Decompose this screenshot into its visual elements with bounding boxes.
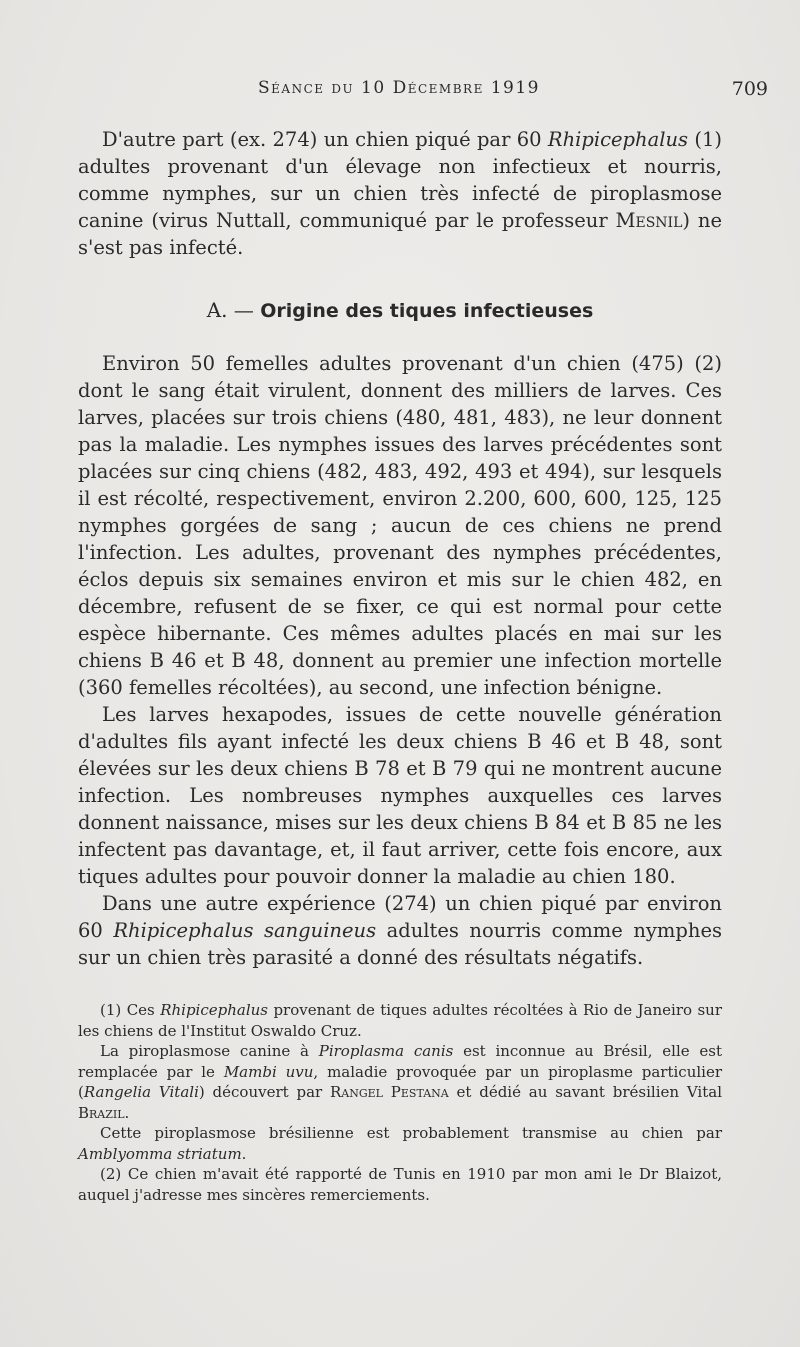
species-name: Amblyomma striatum bbox=[78, 1144, 242, 1163]
author-name: Rangel Pestana bbox=[330, 1083, 449, 1101]
text-run: Cette piroplasmose brésilienne est probablement transmise au chien par bbox=[100, 1124, 722, 1142]
text-run: , maladie provoquée par un piroplasme particulier ( bbox=[78, 1062, 723, 1101]
text-run: ) ne s'est pas infecté. bbox=[78, 209, 722, 259]
text-run: adultes nourris comme nymphes sur un chien très parasité a donné des résultats négatifs. bbox=[78, 919, 723, 969]
author-name: Brazil bbox=[78, 1103, 125, 1122]
text-run: (1) adultes provenant d'un élevage non infectieux et nourris, comme nymphes, sur un chien très infecté de piroplasmose canine (virus Nuttall, communiqué par le professeur bbox=[78, 128, 722, 232]
running-head: Séance du 10 Décembre 1919 bbox=[258, 78, 540, 98]
page-number: 709 bbox=[731, 78, 768, 100]
paragraph: Environ 50 femelles adultes provenant d'un chien (475) (2) dont le sang était virulent, donnent des milliers de larves. Ces larves, placées sur trois chiens (480, 481, 483), ne leur donnent pas la maladie. Les nymphes issues des larves précédentes sont placées sur cinq chiens (482, 483, 492, 493 et 494), sur lesquels il est récolté, respectivement, environ 2.200, 600, 600, 125, 125 nymphes gorgées de sang ; aucun de ces chiens ne prend l'infection. Les adultes, provenant des nymphes précédentes, éclos depuis six semaines environ et mis sur le chien 482, en décembre, refusent de se fixer, ce qui est normal pour cette espèce hibernante. Ces mêmes adultes placés en mai sur les chiens B 46 et B 48, donnent au premier une infection mortelle (360 femelles récoltées), au second, une infection bénigne. bbox=[78, 352, 722, 699]
intro-paragraph bbox=[78, 126, 722, 261]
species-name: Rhipicephalus bbox=[160, 1001, 268, 1019]
paragraph: Les larves hexapodes, issues de cette nouvelle génération d'adultes fils ayant infecté les deux chiens B 46 et B 48, sont élevées sur les deux chiens B 78 et B 79 qui ne montrent aucune infection. Les nombreuses nymphes auxquelles ces larves donnent naissance, mises sur les deux chiens B 84 et B 85 ne les infectent pas davantage, et, il faut arriver, cette fois encore, aux tiques adultes pour pouvoir donner la maladie au chien 180. bbox=[78, 703, 722, 888]
text-run: . bbox=[124, 1103, 130, 1122]
author-name: Mesnil bbox=[615, 209, 683, 232]
text-run: La piroplasmose canine à bbox=[100, 1042, 319, 1060]
text-run: (1) Ces bbox=[100, 1001, 161, 1019]
page-header bbox=[0, 78, 800, 108]
disease-name: Mambi uvu bbox=[223, 1062, 314, 1081]
section-heading bbox=[0, 298, 800, 322]
footnote: (2) Ce chien m'avait été rapporté de Tunis en 1910 par mon ami le Dr Blaizot, auquel j'adresse mes sincères remerciements. bbox=[78, 1165, 722, 1204]
main-text bbox=[78, 350, 722, 971]
species-name: Piroplasma canis bbox=[318, 1042, 454, 1060]
footnote bbox=[78, 1000, 722, 1041]
text-run: et dédié au savant brésilien Vital bbox=[448, 1083, 722, 1101]
footnote bbox=[78, 1123, 722, 1164]
paragraph bbox=[78, 890, 722, 971]
section-title: Origine des tiques infectieuses bbox=[260, 300, 594, 322]
footnotes bbox=[78, 1000, 722, 1205]
text-run: Dans une autre expérience (274) un chien piqué par environ 60 bbox=[78, 892, 722, 942]
text-run: est inconnue au Brésil, elle est remplacée par le bbox=[78, 1042, 722, 1081]
species-name: Rangelia Vitali bbox=[83, 1083, 199, 1101]
text-run: ) découvert par bbox=[198, 1083, 330, 1101]
text-run: . bbox=[241, 1144, 247, 1163]
text-run: provenant de tiques adultes récoltées à Rio de Janeiro sur les chiens de l'Institut Oswaldo Cruz. bbox=[78, 1001, 722, 1040]
species-name: Rhipicephalus bbox=[547, 128, 689, 151]
text-run: D'autre part (ex. 274) un chien piqué par 60 bbox=[102, 128, 548, 151]
section-letter: A. — bbox=[206, 298, 261, 322]
species-name: Rhipicephalus sanguineus bbox=[113, 919, 377, 942]
footnote bbox=[78, 1041, 722, 1123]
